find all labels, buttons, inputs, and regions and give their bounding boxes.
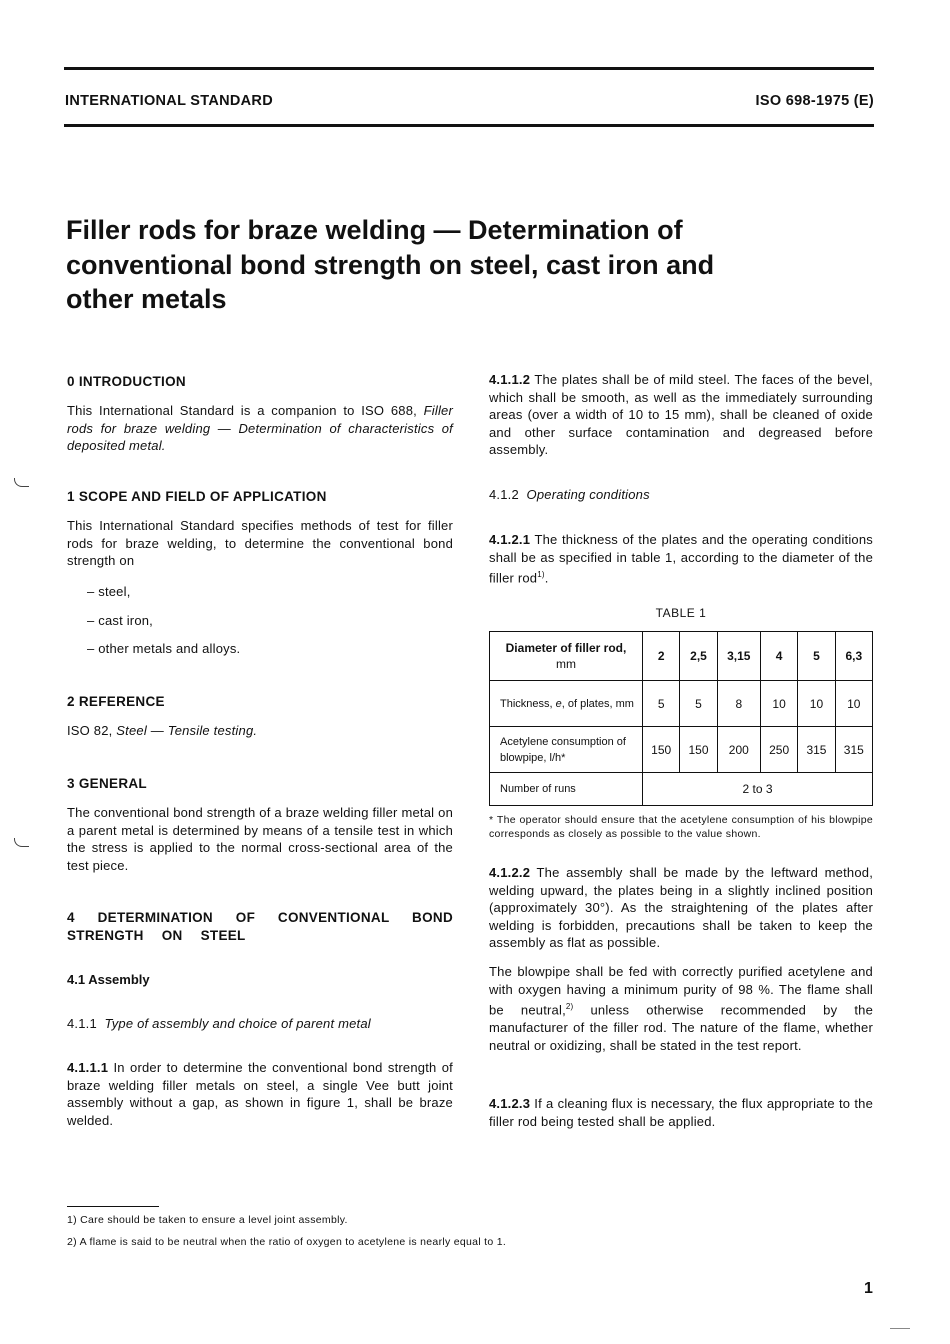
clause-number: 4.1.1 — [67, 1016, 97, 1031]
clause-4-1-1-1 — [67, 1059, 453, 1129]
clause-text: In order to determine the conventional bond strength of braze welding filler metals on steel, a single Vee butt joint assembly without a gap, as shown in figure 1, shall be braze welded. — [67, 1060, 453, 1128]
thickness-cell: 5 — [680, 681, 717, 727]
row-label: Acetylene consumption of blowpipe, l/h* — [490, 727, 643, 773]
list-item: – steel, — [87, 584, 131, 599]
clause-title: Operating conditions — [526, 487, 650, 502]
diameter-cell: 6,3 — [835, 632, 872, 681]
scan-mark — [890, 1328, 910, 1329]
runs-cell: 2 to 3 — [643, 773, 873, 806]
reference-title: Steel — Tensile testing. — [116, 723, 258, 738]
acetylene-cell: 250 — [760, 727, 797, 773]
operating-conditions-table — [489, 631, 873, 806]
section-4-1-2-heading — [489, 486, 873, 504]
clause-text: The thickness of the plates and the operating conditions shall be as specified in table 1, according to the diameter of the filler rod — [489, 532, 873, 586]
label-text: Thickness, — [500, 697, 556, 710]
clause-text: The blowpipe shall be fed with correctly purified acetylene and with oxygen having a minimum purity of 98 %. The flame shall be neutral, — [489, 964, 873, 1018]
intro-reference-title: Filler rods for braze welding — Determination of characteristics of deposited metal. — [67, 403, 453, 454]
header-rule-top — [64, 67, 874, 70]
clause-number: 4.1.2.3 — [489, 1096, 531, 1111]
clause-end: . — [544, 570, 549, 586]
margin-mark — [14, 838, 29, 847]
table-caption: TABLE 1 — [655, 606, 707, 620]
acetylene-cell: 315 — [798, 727, 835, 773]
clause-number: 4.1.2.1 — [489, 532, 531, 547]
clause-text: If a cleaning flux is necessary, the flux appropriate to the filler rod being tested shall be applied. — [489, 1096, 874, 1129]
label-symbol: e — [555, 697, 562, 710]
table-row — [490, 773, 873, 806]
table-row — [490, 632, 873, 681]
table-row — [490, 727, 873, 773]
section-0-text — [67, 402, 453, 455]
label-text: , of plates, mm — [561, 697, 634, 710]
list-item: – cast iron, — [87, 613, 153, 628]
diameter-cell: 2,5 — [680, 632, 717, 681]
header-label: Diameter of filler rod, — [505, 641, 627, 655]
clause-title: Type of assembly and choice of parent metal — [104, 1016, 371, 1031]
clause-text: The assembly shall be made by the leftward method, welding upward, the plates being in a slightly inclined position (approximately 30°). As the straightening of the plates after welding is forbidden, precautions shall be taken to keep the assembly as flat as possible. — [489, 865, 874, 951]
header-standard-number: ISO 698-1975 (E) — [755, 93, 874, 109]
thickness-cell: 5 — [643, 681, 680, 727]
footnote-ref: 2) — [565, 1002, 574, 1012]
section-2-text — [67, 722, 453, 740]
footnote: 2) A flame is said to be neutral when the ratio of oxygen to acetylene is nearly equal to 1. — [67, 1236, 507, 1248]
footnote: 1) Care should be taken to ensure a level joint assembly. — [67, 1214, 348, 1226]
section-4-heading: 4 DETERMINATION OF CONVENTIONAL BOND STRENGTH ON STEEL — [67, 910, 453, 943]
header-standard-type: INTERNATIONAL STANDARD — [65, 93, 273, 109]
acetylene-cell: 150 — [680, 727, 717, 773]
table-header-cell — [490, 632, 643, 681]
reference-number: ISO 82, — [67, 723, 117, 738]
clause-number: 4.1.1.2 — [489, 372, 531, 387]
clause-text: The plates shall be of mild steel. The faces of the bevel, which shall be smooth, as well as the immediately surrounding areas (over a width of 10 to 15 mm), shall be cleaned of oxide and other surface contamination and degreased before assembly. — [489, 372, 873, 458]
row-label: Number of runs — [490, 773, 643, 806]
list-item: – other metals and alloys. — [87, 641, 241, 656]
thickness-cell: 10 — [835, 681, 872, 727]
clause-text: unless otherwise recommended by the manufacturer of the filler rod. The nature of the flame, whether neutral or oxidizing, shall be stated in the test report. — [489, 1002, 874, 1053]
clause-number: 4.1.2.2 — [489, 865, 531, 880]
intro-text: This International Standard is a companion to ISO 688, — [67, 403, 424, 418]
margin-mark — [14, 478, 29, 487]
blowpipe-paragraph — [489, 963, 873, 1054]
section-3-heading: 3 GENERAL — [67, 776, 147, 791]
section-4-1-heading: 4.1 Assembly — [67, 972, 150, 987]
page-number: 1 — [864, 1280, 873, 1297]
header-rule-bottom — [64, 124, 874, 127]
document-title: Filler rods for braze welding — Determination of conventional bond strength on steel, cast iron and other metals — [66, 215, 715, 314]
clause-number: 4.1.2 — [489, 487, 519, 502]
section-0-heading: 0 INTRODUCTION — [67, 374, 186, 389]
section-1-heading: 1 SCOPE AND FIELD OF APPLICATION — [67, 489, 327, 504]
clause-4-1-1-2 — [489, 371, 873, 459]
diameter-cell: 3,15 — [717, 632, 760, 681]
footnote-ref: 1) — [537, 570, 545, 580]
table-row — [490, 681, 873, 727]
acetylene-cell: 150 — [643, 727, 680, 773]
thickness-cell: 10 — [760, 681, 797, 727]
section-2-heading: 2 REFERENCE — [67, 694, 165, 709]
clause-number: 4.1.1.1 — [67, 1060, 109, 1075]
footnote-divider — [67, 1206, 159, 1207]
section-4-1-1-heading — [67, 1015, 453, 1033]
row-label — [490, 681, 643, 727]
clause-4-1-2-2 — [489, 864, 873, 952]
thickness-cell: 10 — [798, 681, 835, 727]
section-3-text: The conventional bond strength of a braze welding filler metal on a parent metal is determined by means of a tensile test in which the stress is applied to the normal cross-sectional area of the test piece. — [67, 805, 453, 873]
diameter-cell: 5 — [798, 632, 835, 681]
acetylene-cell: 200 — [717, 727, 760, 773]
thickness-cell: 8 — [717, 681, 760, 727]
acetylene-cell: 315 — [835, 727, 872, 773]
header-unit: mm — [556, 657, 576, 671]
table-note: * The operator should ensure that the acetylene consumption of his blowpipe corresponds as closely as possible to the value shown. — [489, 814, 873, 840]
diameter-cell: 2 — [643, 632, 680, 681]
clause-4-1-2-1 — [489, 531, 873, 587]
diameter-cell: 4 — [760, 632, 797, 681]
section-1-text: This International Standard specifies methods of test for filler rods for braze welding, to determine the conventional bond strength on — [67, 518, 453, 569]
clause-4-1-2-3 — [489, 1095, 873, 1130]
